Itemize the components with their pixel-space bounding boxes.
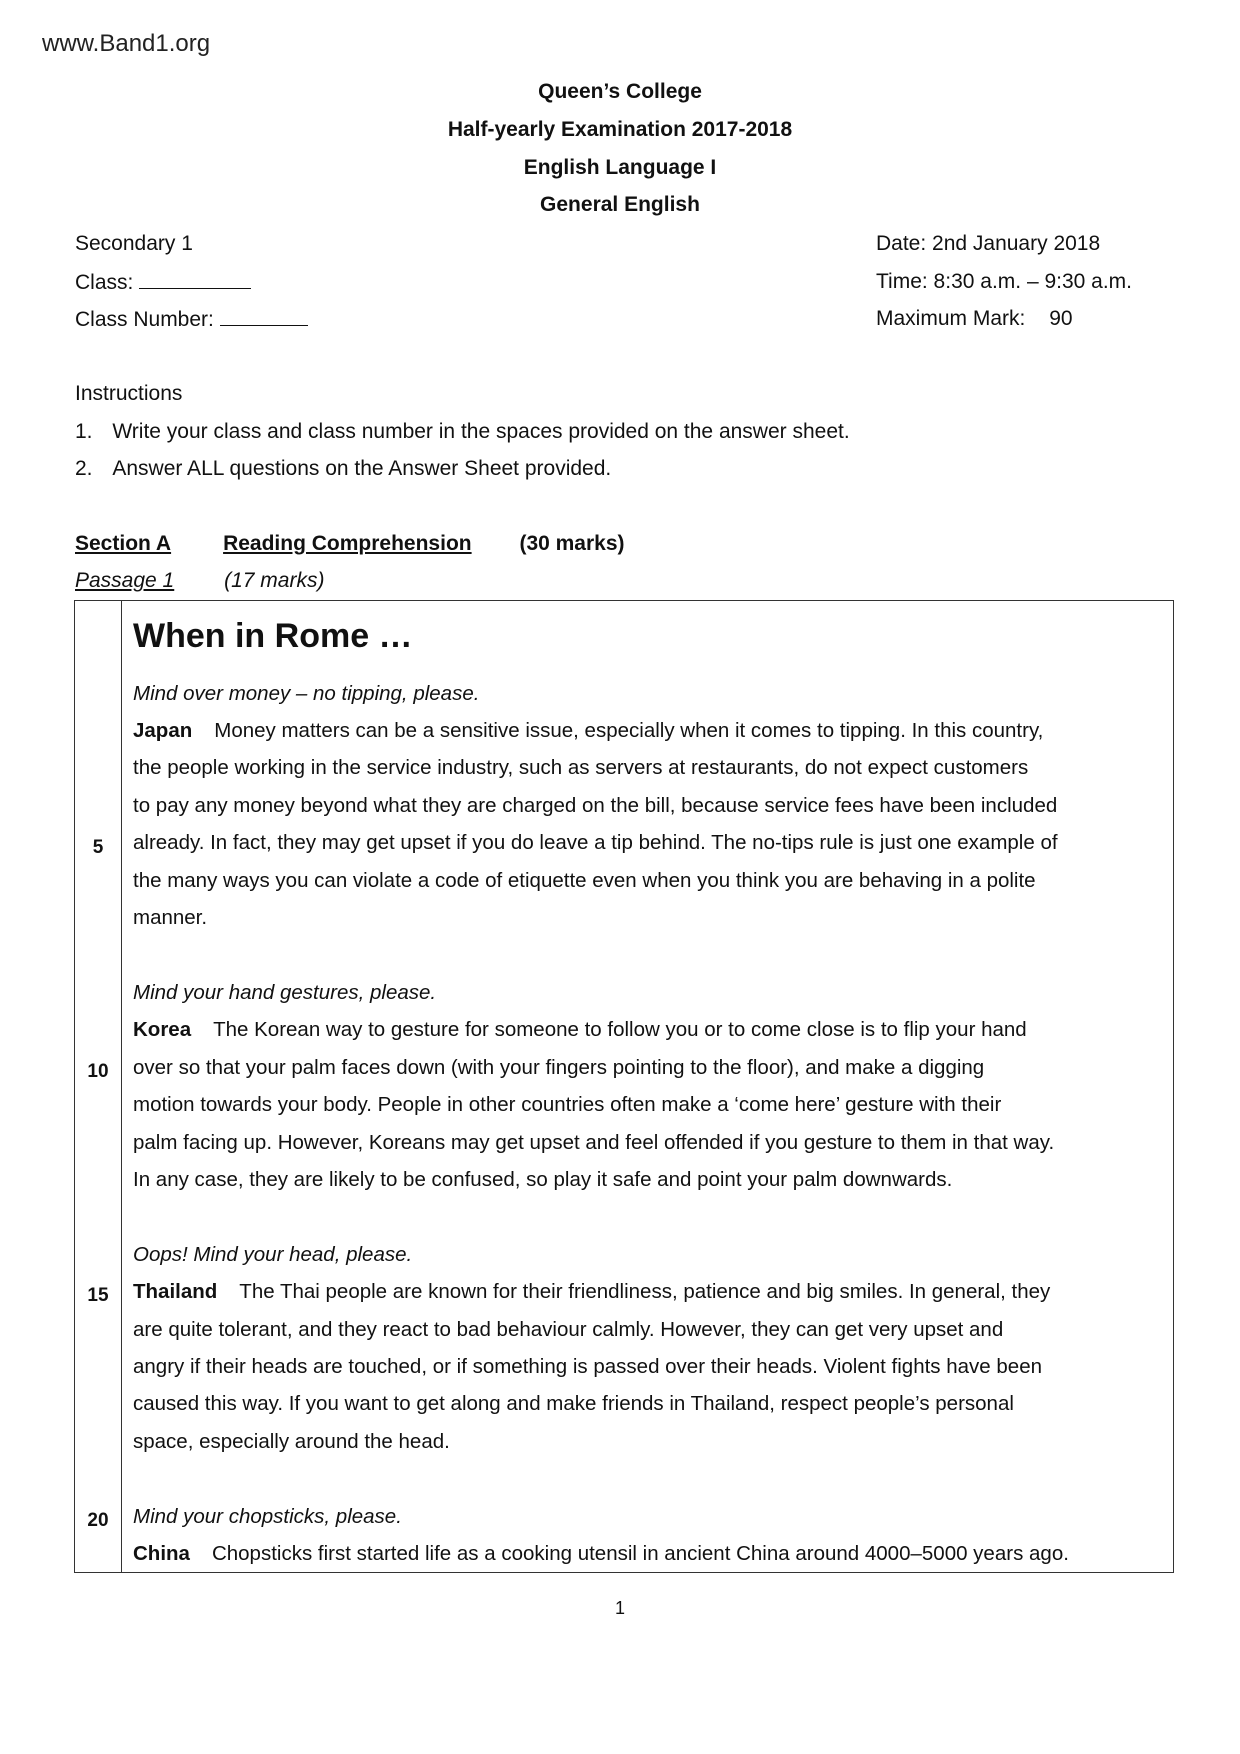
passage-line	[133, 1542, 1069, 1566]
line-number: 15	[87, 1285, 109, 1306]
class-label: Class:	[75, 271, 134, 294]
passage-line: to pay any money beyond what they are charged on the bill, because service fees have been included	[133, 794, 1058, 817]
passage-line	[133, 1018, 1027, 1042]
section-title: Reading Comprehension	[223, 532, 472, 555]
class-blank	[139, 270, 251, 289]
block-subtitle: Oops! Mind your head, please.	[133, 1243, 413, 1266]
line-number: 5	[92, 837, 104, 858]
instruction-text: Write your class and class number in the spaces provided on the answer sheet.	[112, 420, 850, 443]
watermark[interactable]: www.Band1.org	[42, 30, 211, 57]
line-number: 20	[87, 1510, 109, 1531]
block-subtitle: Mind your chopsticks, please.	[133, 1505, 402, 1528]
passage-line: space, especially around the head.	[133, 1430, 450, 1453]
passage-marks: (17 marks)	[224, 569, 325, 592]
passage-line: motion towards your body. People in other countries often make a ‘come here’ gesture with their	[133, 1093, 1002, 1116]
line-text: The Korean way to gesture for someone to follow you or to come close is to flip your hand	[213, 1018, 1027, 1041]
line-text: Chopsticks first started life as a cooking utensil in ancient China around 4000–5000 years ago.	[211, 1542, 1069, 1565]
country-name: Korea	[133, 1018, 192, 1041]
section-heading	[75, 532, 625, 556]
instruction-item	[75, 457, 611, 481]
section-label: Section A	[75, 532, 172, 555]
max-mark	[876, 307, 1073, 331]
passage-line	[133, 719, 1043, 743]
section-marks: (30 marks)	[519, 532, 625, 555]
passage-label: Passage 1	[75, 569, 175, 592]
max-mark-value: 90	[1049, 307, 1073, 330]
paper-title: General English	[540, 193, 700, 216]
line-number: 10	[87, 1061, 109, 1082]
passage-line: In any case, they are likely to be confused, so play it safe and point your palm downwards.	[133, 1168, 953, 1191]
class-field	[75, 270, 251, 295]
instruction-number: 1.	[75, 420, 93, 443]
passage-line: are quite tolerant, and they react to bad behaviour calmly. However, they can get very upset and	[133, 1318, 1004, 1341]
passage-line: the people working in the service industry, such as servers at restaurants, do not expect customers	[133, 756, 1029, 779]
block-subtitle: Mind over money – no tipping, please.	[133, 682, 480, 705]
instructions-heading: Instructions	[75, 382, 183, 405]
passage-line: over so that your palm faces down (with your fingers pointing to the floor), and make a digging	[133, 1056, 985, 1079]
exam-date: Date: 2nd January 2018	[876, 232, 1101, 255]
passage-title: When in Rome …	[133, 617, 413, 655]
line-text: Money matters can be a sensitive issue, especially when it comes to tipping. In this country,	[214, 719, 1044, 742]
line-text: The Thai people are known for their friendliness, patience and big smiles. In general, they	[239, 1280, 1051, 1303]
class-number-blank	[220, 307, 308, 326]
level: Secondary 1	[75, 232, 193, 255]
country-name: Thailand	[133, 1280, 218, 1303]
passage-line: already. In fact, they may get upset if you do leave a tip behind. The no-tips rule is just one example of	[133, 831, 1058, 854]
line-number-column	[75, 601, 122, 1572]
school-name: Queen’s College	[538, 80, 702, 103]
class-number-field	[75, 307, 308, 332]
passage-box	[74, 600, 1174, 1573]
block-subtitle: Mind your hand gestures, please.	[133, 981, 437, 1004]
passage-line	[133, 1280, 1050, 1304]
class-number-label: Class Number:	[75, 308, 214, 331]
subject-title: English Language I	[523, 156, 717, 179]
country-name: Japan	[133, 719, 193, 742]
instruction-item	[75, 420, 850, 444]
instruction-number: 2.	[75, 457, 93, 480]
passage-heading	[75, 569, 324, 593]
exam-time: Time: 8:30 a.m. – 9:30 a.m.	[876, 270, 1132, 293]
passage-line: caused this way. If you want to get along and make friends in Thailand, respect people’s personal	[133, 1392, 1014, 1415]
passage-line: the many ways you can violate a code of etiquette even when you think you are behaving in a polite	[133, 869, 1036, 892]
passage-line: angry if their heads are touched, or if something is passed over their heads. Violent fights have been	[133, 1355, 1043, 1378]
page-number: 1	[614, 1598, 625, 1618]
instruction-text: Answer ALL questions on the Answer Sheet provided.	[112, 457, 612, 480]
exam-title: Half-yearly Examination 2017-2018	[447, 118, 793, 141]
passage-line: manner.	[133, 906, 208, 929]
country-name: China	[133, 1542, 190, 1565]
passage-line: palm facing up. However, Koreans may get upset and feel offended if you gesture to them in that way.	[133, 1131, 1055, 1154]
max-mark-label: Maximum Mark:	[876, 307, 1026, 330]
